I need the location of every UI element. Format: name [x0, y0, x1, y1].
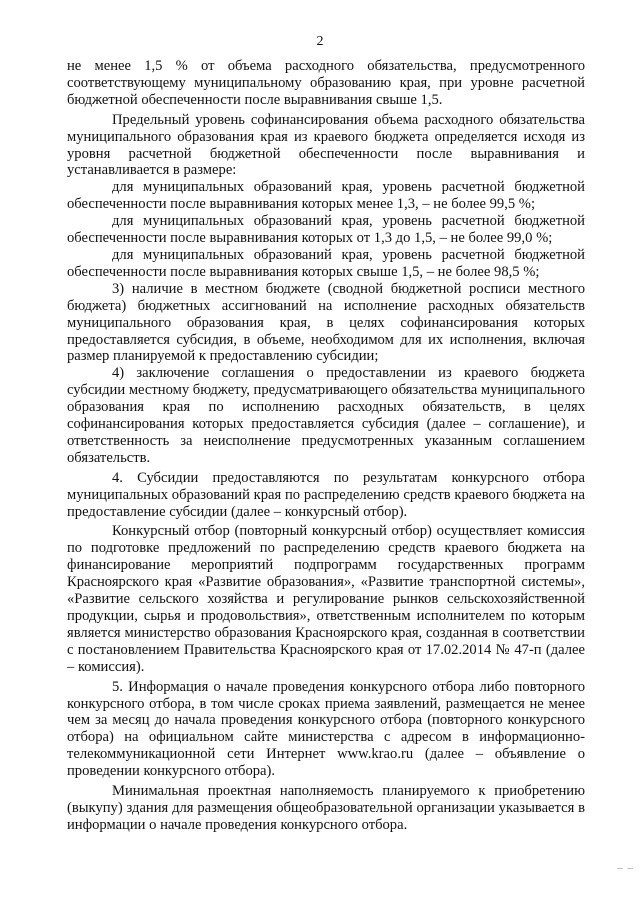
document-body — [67, 58, 585, 834]
corner-mark: – – — [617, 862, 634, 874]
paragraph-selection-commission: Конкурсный отбор (повторный конкурсный отбор) осуществляет комиссия по подготовке предложений по распределению средств краевого бюджета на финансирование мероприятий подпрограмм государственных программ Красноярского края «Развитие образования», «Развитие транспортной системы», «Развитие сельского хозяйства и регулирование рынков сельскохозяйственной продукции, сырья и продовольствия», ответственным исполнителем по которым является министерство образования Красноярского края, созданная в соответствии с постановлением Правительства Красноярского края от 17.02.2014 № 47-п (далее – комиссия). — [67, 523, 585, 675]
paragraph-item-3: 3) наличие в местном бюджете (сводной бюджетной росписи местного бюджета) бюджетных ассигнований на исполнение расходных обязательств муниципального образования края, в целях софинансирования которых предоставляется субсидия, в объеме, необходимом для их исполнения, включая размер планируемой к предоставлению субсидии; — [67, 280, 585, 365]
page-number: 2 — [316, 34, 324, 49]
paragraph-cofinancing-limit: Предельный уровень софинансирования объема расходного обязательства муниципального образования края из краевого бюджета определяется исходя из уровня расчетной бюджетной обеспеченности после выравнивания и устанавливается в размере: — [67, 111, 585, 179]
paragraph-section-4: 4. Субсидии предоставляются по результатам конкурсного отбора муниципальных образований края по распределению средств краевого бюджета на предоставление субсидии (далее – конкурсный отбор). — [67, 469, 585, 520]
paragraph-level-1-3-to-1-5: для муниципальных образований края, уровень расчетной бюджетной обеспеченности после выравнивания которых от 1,3 до 1,5, – не более 99,0 %; — [67, 213, 585, 247]
paragraph-item-4: 4) заключение соглашения о предоставлении из краевого бюджета субсидии местному бюджету, предусматривающего обязательства муниципального образования края по исполнению расходных обязательств, в целях софинансирования которых предоставляется субсидия (далее – соглашение), и ответственность за неисполнение предусмотренных указанным соглашением обязательств. — [67, 365, 585, 466]
paragraph-minimum-occupancy: Минимальная проектная наполняемость планируемого к приобретению (выкупу) здания для размещения общеобразовательной организации указывается в информации о начале проведения конкурсного отбора. — [67, 783, 585, 833]
paragraph-section-5: 5. Информация о начале проведения конкурсного отбора либо повторного конкурсного отбора, в том числе сроках приема заявлений, размещается не менее чем за месяц до начала проведения конкурсного отбора (повторного конкурсного отбора) на официальном сайте министерства с адресом в информационно-телекоммуникационной сети Интернет www.krao.ru (далее – объявление о проведении конкурсного отбора). — [67, 678, 585, 780]
paragraph-continuation: не менее 1,5 % от объема расходного обязательства, предусмотренного соответствующему муниципальному образованию края, при уровне расчетной бюджетной обеспеченности после выравнивания свыше 1,5. — [67, 58, 585, 108]
paragraph-level-below-1-3: для муниципальных образований края, уровень расчетной бюджетной обеспеченности после выравнивания которых менее 1,3, – не более 99,5 %; — [67, 179, 585, 213]
paragraph-level-above-1-5: для муниципальных образований края, уровень расчетной бюджетной обеспеченности после выравнивания которых свыше 1,5, – не более 98,5 %; — [67, 246, 585, 280]
